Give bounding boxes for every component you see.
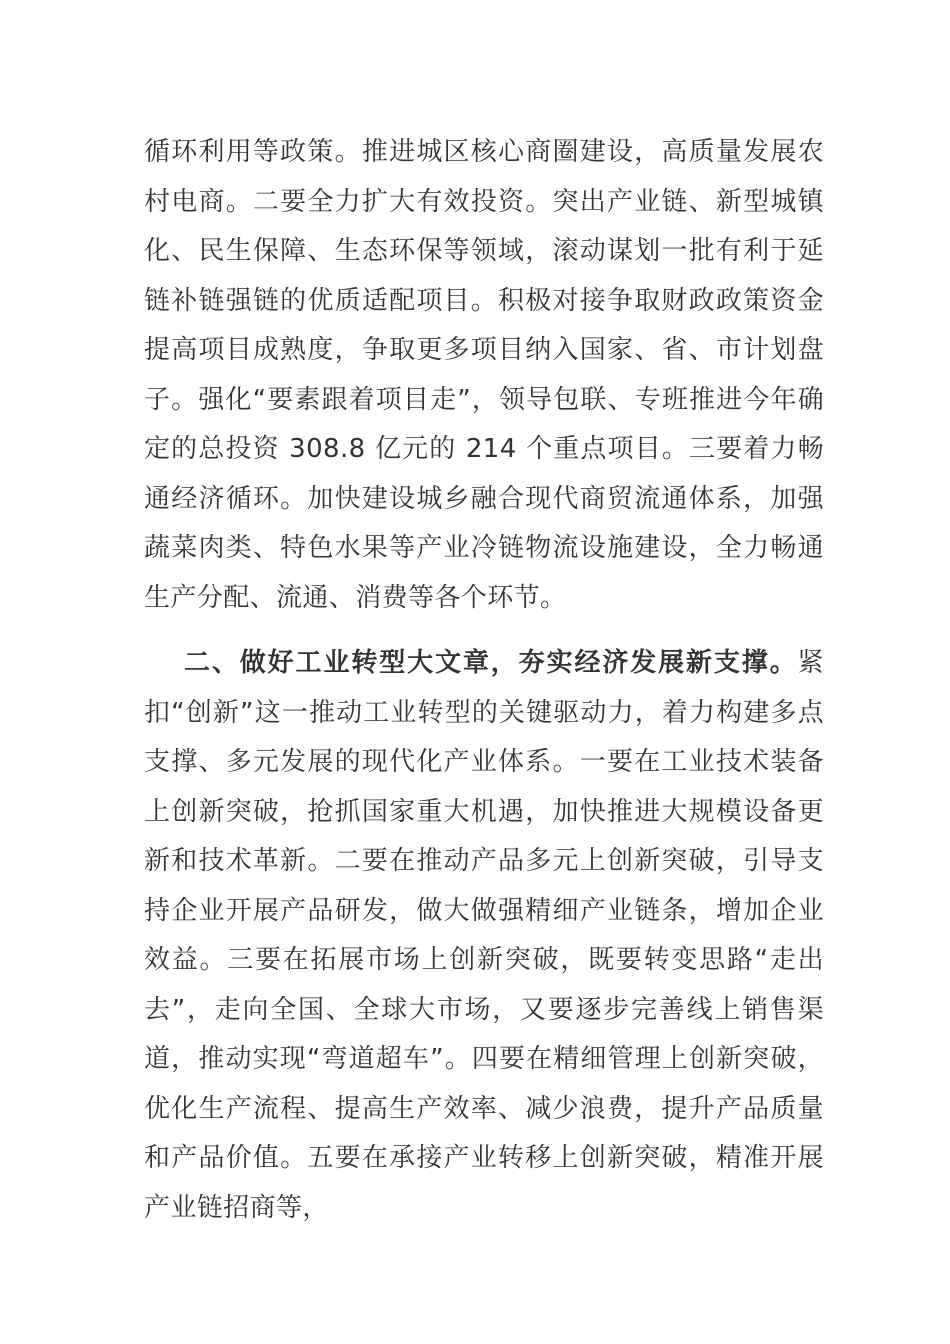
paragraph-2-body: 紧扣“创新”这一推动工业转型的关键驱动力，着力构建多点支撑、多元发展的现代化产业体系。一要在工业技术装备上创新突破，抢抓国家重大机遇，加快推进大规模设备更新和技术革新。二要在推动产品多元上创新突破，引导支持企业开展产品研发，做大做强精细产业链条，增加企业效益。三要在拓展市场上创新突破，既要转变思路“走出去”，走向全国、全球大市场，又要逐步完善线上销售渠道，推动实现“弯道超车”。四要在精细管理上创新突破，优化生产流程、提高生产效率、减少浪费，提升产品质量和产品价值。五要在承接产业转移上创新突破，精准开展产业链招商等， <box>144 648 824 1223</box>
section-heading: 二、做好工业转型大文章，夯实经济发展新支撑。 <box>184 648 798 678</box>
paragraph-2 <box>144 639 824 1233</box>
document-body <box>144 128 824 1233</box>
paragraph-1: 循环利用等政策。推进城区核心商圈建设，高质量发展农村电商。二要全力扩大有效投资。突出产业链、新型城镇化、民生保障、生态环保等领域，滚动谋划一批有利于延链补链强链的优质适配项目。积极对接争取财政政策资金提高项目成熟度，争取更多项目纳入国家、省、市计划盘子。强化“要素跟着项目走”，领导包联、专班推进今年确定的总投资 308.8 亿元的 214 个重点项目。三要着力畅通经济循环。加快建设城乡融合现代商贸流通体系，加强蔬菜肉类、特色水果等产业冷链物流设施建设，全力畅通生产分配、流通、消费等各个环节。 <box>144 137 824 613</box>
